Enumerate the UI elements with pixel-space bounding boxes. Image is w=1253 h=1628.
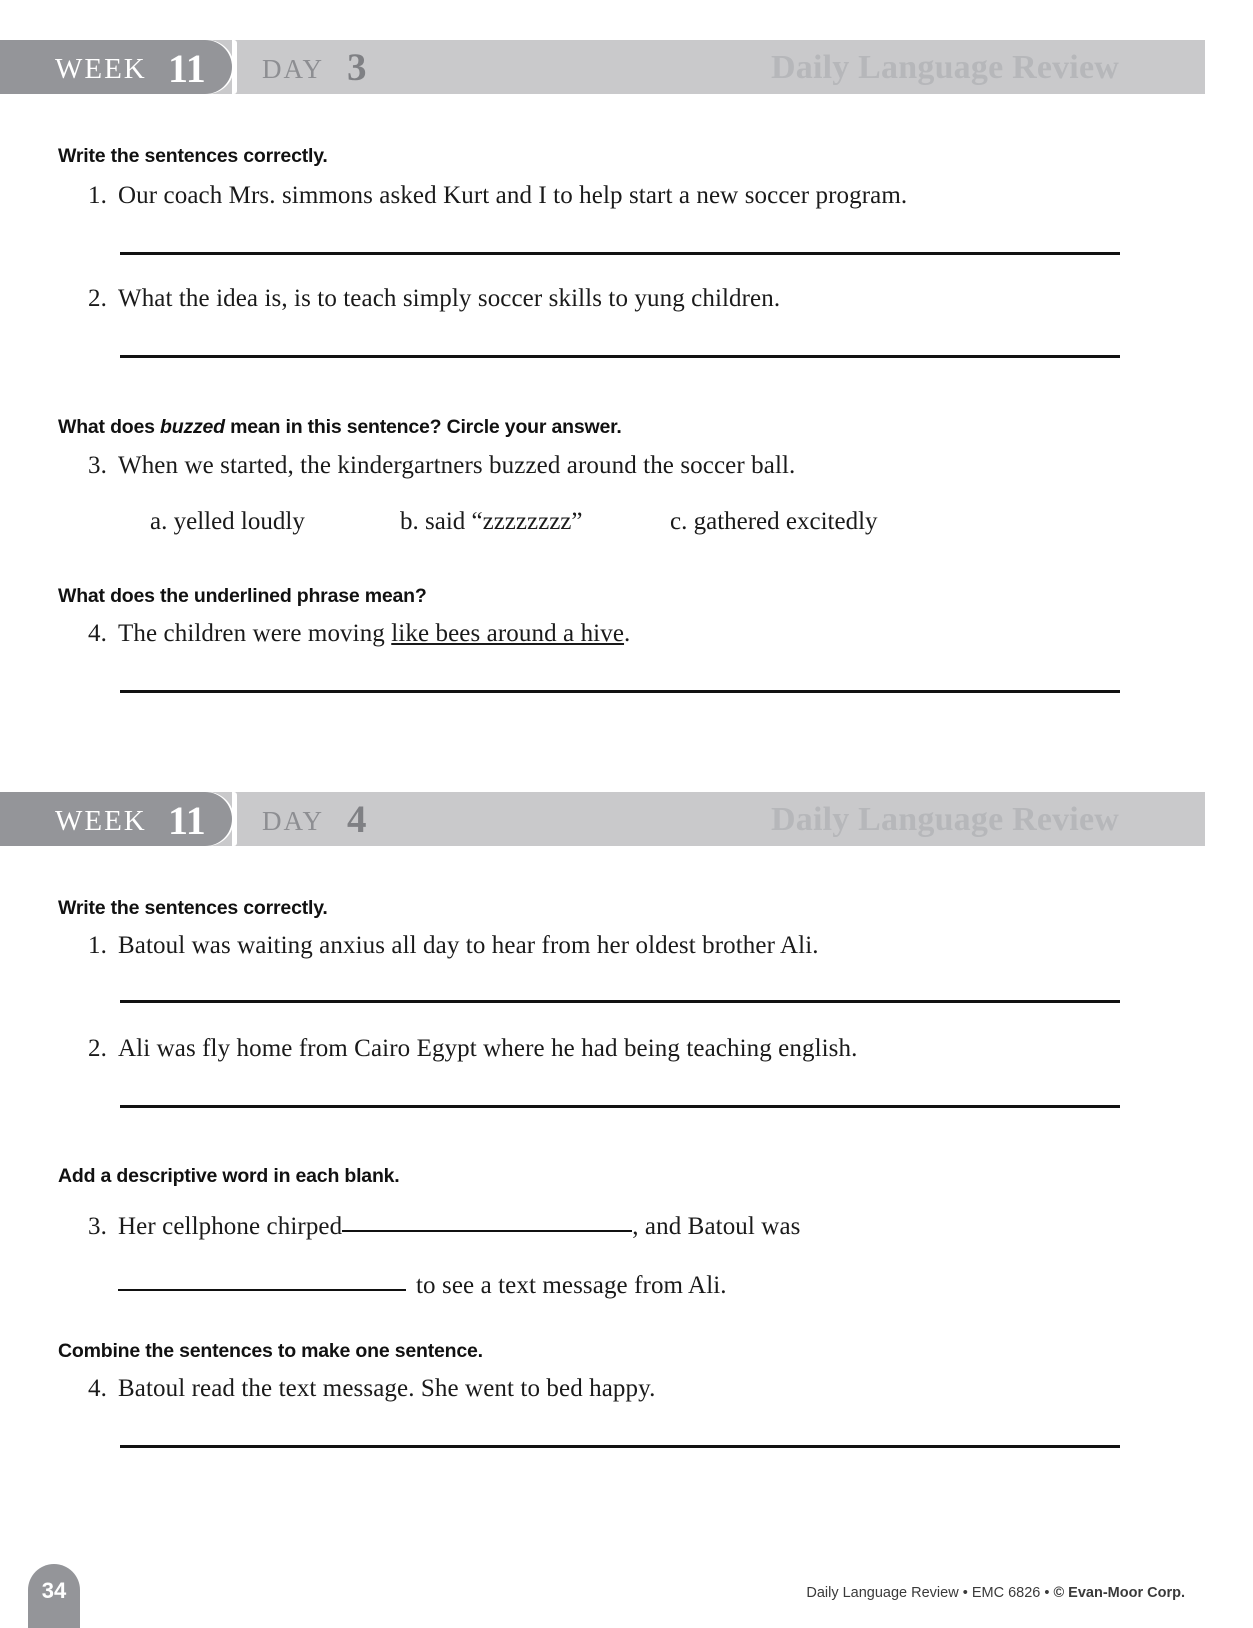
answer-line-2-day3[interactable] <box>120 355 1120 358</box>
prompt-underlined-phrase-day3 <box>58 585 427 608</box>
day-label-day4: DAY <box>262 806 325 836</box>
prompt-write-sentences-day4 <box>58 897 328 920</box>
question-text: Batoul read the text message. She went to bed happy. <box>118 1375 656 1402</box>
prompt-write-sentences-day3 <box>58 145 328 168</box>
question-text-part3: to see a text message from Ali. <box>416 1272 727 1299</box>
question-3-day3 <box>88 452 795 480</box>
footer-credit <box>806 1585 1185 1601</box>
prompt-emphasis-word: buzzed <box>160 416 225 438</box>
week-number-day4: 11 <box>168 798 206 843</box>
question-text-before: The children were moving <box>118 620 392 647</box>
prompt-text: Combine the sentences to make one sentence. <box>58 1340 483 1362</box>
choice-c[interactable]: c. gathered excitedly <box>670 508 878 535</box>
prompt-buzzed-meaning-day3 <box>58 416 622 439</box>
page-number-tab <box>28 1564 80 1628</box>
footer-credit-text: Daily Language Review • EMC 6826 • <box>806 1585 1054 1601</box>
day-number-day3: 3 <box>347 46 367 89</box>
prompt-text-before: What does <box>58 416 161 438</box>
question-2-day3 <box>88 285 780 313</box>
week-number-day3: 11 <box>168 46 206 91</box>
workbook-title-day3: Daily Language Review <box>771 49 1119 86</box>
prompt-text-after: mean in this sentence? Circle your answer. <box>224 416 622 438</box>
question-text-part1: Her cellphone chirped <box>118 1213 343 1240</box>
underlined-phrase: like bees around a hive <box>391 620 625 647</box>
choice-b[interactable]: b. said “zzzzzzzz” <box>400 508 583 535</box>
day-number-day4: 4 <box>347 798 367 841</box>
answer-line-1-day3[interactable] <box>120 252 1120 255</box>
question-number: 4. <box>88 1375 107 1402</box>
question-3-day4-line1 <box>88 1213 800 1241</box>
question-text-part2: , and Batoul was <box>632 1213 801 1240</box>
week-label-day4: WEEK <box>55 805 147 837</box>
question-3-day4-line2 <box>118 1272 727 1300</box>
prompt-text: Write the sentences correctly. <box>58 897 328 919</box>
question-number: 2. <box>88 1035 107 1062</box>
answer-line-4-day4[interactable] <box>120 1445 1120 1448</box>
question-number: 1. <box>88 932 107 959</box>
answer-line-1-day4[interactable] <box>120 1000 1120 1003</box>
footer-copyright: © Evan-Moor Corp. <box>1053 1585 1185 1601</box>
question-text: Batoul was waiting anxius all day to hear from her oldest brother Ali. <box>118 932 819 959</box>
day-label-day3: DAY <box>262 54 325 84</box>
answer-line-2-day4[interactable] <box>120 1105 1120 1108</box>
question-number: 3. <box>88 452 107 479</box>
prompt-text: Add a descriptive word in each blank. <box>58 1165 400 1187</box>
workbook-title-day4: Daily Language Review <box>771 801 1119 838</box>
question-4-day3 <box>88 620 630 648</box>
answer-choices-day3 <box>150 508 878 536</box>
prompt-combine-sentences-day4 <box>58 1340 483 1363</box>
answer-line-4-day3[interactable] <box>120 690 1120 693</box>
question-number: 1. <box>88 182 107 209</box>
page-number: 34 <box>41 1578 67 1603</box>
prompt-text: What does the underlined phrase mean? <box>58 585 427 607</box>
fill-in-blank-1[interactable] <box>342 1230 632 1232</box>
question-text: When we started, the kindergartners buzzed around the soccer ball. <box>118 452 796 479</box>
question-4-day4 <box>88 1375 655 1403</box>
question-number: 3. <box>88 1213 107 1240</box>
question-text: Ali was fly home from Cairo Egypt where he had being teaching english. <box>118 1035 858 1062</box>
section-header-day3 <box>0 40 1205 94</box>
question-2-day4 <box>88 1035 857 1063</box>
question-text: What the idea is, is to teach simply soccer skills to yung children. <box>118 285 781 312</box>
choice-a[interactable]: a. yelled loudly <box>150 508 305 535</box>
question-number: 2. <box>88 285 107 312</box>
prompt-text: Write the sentences correctly. <box>58 145 328 167</box>
week-label-day3: WEEK <box>55 53 147 85</box>
question-1-day4 <box>88 932 819 960</box>
question-1-day3 <box>88 182 907 210</box>
fill-in-blank-2[interactable] <box>118 1289 406 1291</box>
question-number: 4. <box>88 620 107 647</box>
question-text: Our coach Mrs. simmons asked Kurt and I to help start a new soccer program. <box>118 182 908 209</box>
prompt-descriptive-word-day4 <box>58 1165 400 1188</box>
question-text-after: . <box>624 620 631 647</box>
section-header-day4 <box>0 792 1205 846</box>
